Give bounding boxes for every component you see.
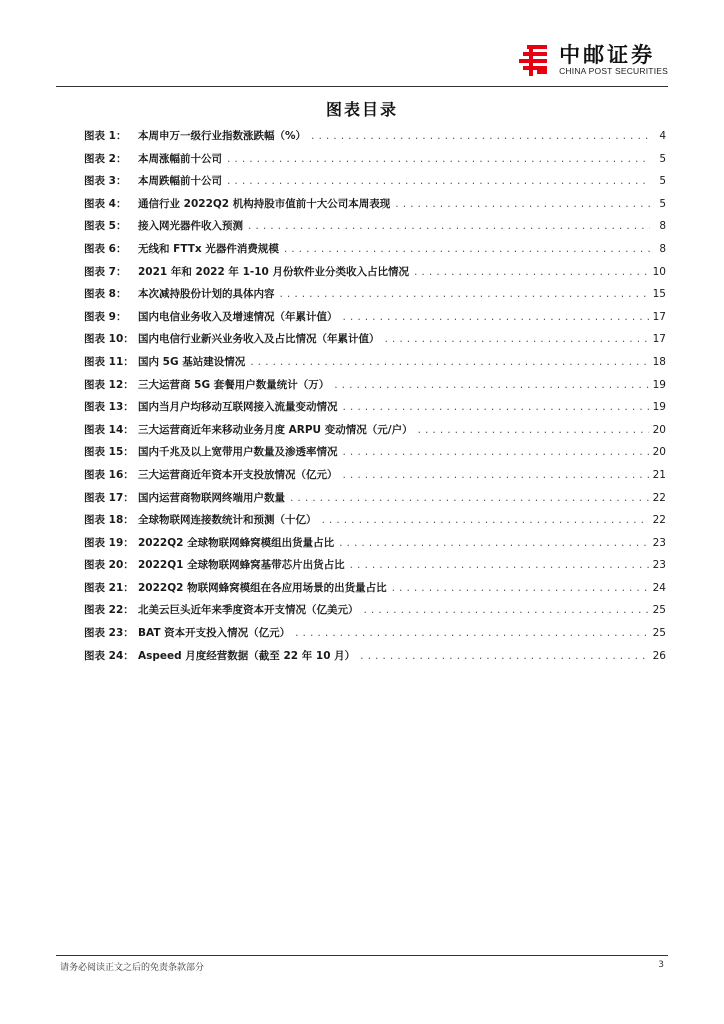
toc-dot-leader <box>289 494 649 504</box>
toc-entry-title: 本周涨幅前十公司 <box>138 152 222 165</box>
toc-entry-page: 15 <box>652 288 666 301</box>
toc-entry-title: 无线和 FTTx 光器件消费规模 <box>138 242 279 255</box>
toc-entry-page: 5 <box>659 197 666 210</box>
figure-table-of-contents <box>84 128 666 670</box>
toc-entry-label: 图表 22： <box>84 604 134 617</box>
toc-entry-title: 2022Q2 物联网蜂窝模组在各应用场景的出货量占比 <box>138 581 387 594</box>
toc-entry[interactable] <box>84 354 666 377</box>
toc-entry[interactable] <box>84 625 666 648</box>
brand-logo <box>517 42 668 78</box>
toc-entry-title: 三大运营商近年来移动业务月度 ARPU 变动情况（元/户） <box>138 423 413 436</box>
toc-dot-leader <box>384 335 649 345</box>
footer-disclaimer: 请务必阅读正文之后的免责条款部分 <box>60 963 205 973</box>
toc-entry-page: 10 <box>652 265 666 278</box>
toc-entry[interactable] <box>84 218 666 241</box>
toc-entry-label: 图表 8： <box>84 288 127 301</box>
toc-entry[interactable] <box>84 422 666 445</box>
toc-entry-label: 图表 10： <box>84 333 134 346</box>
toc-entry[interactable] <box>84 331 666 354</box>
toc-entry-page: 17 <box>652 333 666 346</box>
toc-entry-label: 图表 14： <box>84 423 134 436</box>
toc-entry-label: 图表 5： <box>84 220 127 233</box>
toc-entry-page: 17 <box>652 310 666 323</box>
toc-entry[interactable] <box>84 557 666 580</box>
toc-dot-leader <box>417 426 649 436</box>
toc-entry-title: 国内 5G 基站建设情况 <box>138 355 246 368</box>
toc-entry[interactable] <box>84 535 666 558</box>
toc-dot-leader <box>249 358 648 368</box>
toc-entry-page: 19 <box>652 378 666 391</box>
toc-dot-leader <box>363 606 649 616</box>
toc-entry-label: 图表 20： <box>84 559 134 572</box>
toc-dot-leader <box>391 584 649 594</box>
toc-entry-label: 图表 7： <box>84 265 127 278</box>
footer-page-number: 3 <box>658 960 664 970</box>
toc-entry-title: 全球物联网连接数统计和预测（十亿） <box>138 514 317 527</box>
toc-entry[interactable] <box>84 173 666 196</box>
toc-entry-page: 25 <box>652 604 666 617</box>
header-divider <box>56 86 668 87</box>
toc-entry-label: 图表 2： <box>84 152 127 165</box>
toc-entry-page: 5 <box>659 175 666 188</box>
toc-entry-title: 国内电信行业新兴业务收入及占比情况（年累计值） <box>138 333 380 346</box>
toc-dot-leader <box>279 290 649 300</box>
toc-entry-title: 三大运营商 5G 套餐用户数量统计（万） <box>138 378 330 391</box>
toc-entry-label: 图表 23： <box>84 627 134 640</box>
toc-entry-page: 20 <box>652 446 666 459</box>
toc-entry-title: 国内电信业务收入及增速情况（年累计值） <box>138 310 338 323</box>
toc-entry[interactable] <box>84 580 666 603</box>
toc-entry-label: 图表 9： <box>84 310 127 323</box>
toc-entry-page: 8 <box>659 242 666 255</box>
toc-entry-page: 4 <box>659 130 666 142</box>
toc-entry[interactable] <box>84 241 666 264</box>
toc-entry-page: 22 <box>652 514 666 527</box>
toc-entry-page: 23 <box>652 536 666 549</box>
toc-entry-page: 20 <box>652 423 666 436</box>
toc-entry-title: 2022Q2 全球物联网蜂窝模组出货量占比 <box>138 536 335 549</box>
toc-entry-title: 2022Q1 全球物联网蜂窝基带芯片出货占比 <box>138 559 345 572</box>
toc-dot-leader <box>321 516 649 526</box>
toc-dot-leader <box>349 561 649 571</box>
toc-entry-label: 图表 13： <box>84 401 134 414</box>
toc-dot-leader <box>333 381 648 391</box>
toc-entry[interactable] <box>84 196 666 219</box>
toc-entry-label: 图表 19： <box>84 536 134 549</box>
toc-entry[interactable] <box>84 128 666 151</box>
toc-entry[interactable] <box>84 490 666 513</box>
toc-entry-label: 图表 12： <box>84 378 134 391</box>
toc-dot-leader <box>342 471 649 481</box>
toc-entry[interactable] <box>84 467 666 490</box>
toc-dot-leader <box>226 177 650 187</box>
toc-dot-leader <box>338 539 649 549</box>
toc-dot-leader <box>394 200 650 210</box>
toc-entry-page: 8 <box>659 220 666 233</box>
brand-name-cn: 中邮证券 <box>559 42 656 67</box>
toc-entry[interactable] <box>84 377 666 400</box>
toc-entry-page: 5 <box>659 152 666 165</box>
toc-entry-title: 2021 年和 2022 年 1-10 月份软件业分类收入占比情况 <box>138 265 409 278</box>
toc-entry-label: 图表 18： <box>84 514 134 527</box>
toc-dot-leader <box>359 652 648 662</box>
toc-dot-leader <box>413 268 649 278</box>
toc-entry-page: 23 <box>652 559 666 572</box>
toc-dot-leader <box>283 245 650 255</box>
toc-dot-leader <box>226 155 650 165</box>
toc-entry-page: 21 <box>652 468 666 481</box>
toc-entry-label: 图表 24： <box>84 649 134 662</box>
toc-entry-label: 图表 1： <box>84 130 127 142</box>
toc-dot-leader <box>294 629 648 639</box>
toc-dot-leader <box>247 222 650 232</box>
toc-entry-title: 本次减持股份计划的具体内容 <box>138 288 275 301</box>
toc-entry-label: 图表 3： <box>84 175 127 188</box>
toc-entry-page: 18 <box>652 355 666 368</box>
toc-title: 图表目录 <box>325 100 398 119</box>
toc-entry-title: 本周申万一级行业指数涨跌幅（%） <box>138 130 307 142</box>
toc-entry-title: 接入网光器件收入预测 <box>138 220 243 233</box>
toc-entry-title: Aspeed 月度经营数据（截至 22 年 10 月） <box>138 649 356 662</box>
toc-entry[interactable] <box>84 151 666 174</box>
toc-entry-title: BAT 资本开支投入情况（亿元） <box>138 627 291 640</box>
brand-text <box>559 44 668 77</box>
toc-entry-title: 国内运营商物联网终端用户数量 <box>138 491 285 504</box>
toc-dot-leader <box>342 448 649 458</box>
toc-dot-leader <box>342 403 649 413</box>
toc-entry-label: 图表 6： <box>84 242 127 255</box>
toc-entry-title: 通信行业 2022Q2 机构持股市值前十大公司本周表现 <box>138 197 391 210</box>
toc-entry[interactable] <box>84 648 666 671</box>
toc-entry-label: 图表 15： <box>84 446 134 459</box>
toc-dot-leader <box>310 132 650 142</box>
toc-entry[interactable] <box>84 286 666 309</box>
toc-entry-title: 国内千兆及以上宽带用户数量及渗透率情况 <box>138 446 338 459</box>
toc-entry[interactable] <box>84 512 666 535</box>
toc-entry-page: 22 <box>652 491 666 504</box>
toc-entry-label: 图表 4： <box>84 197 127 210</box>
toc-entry-title: 北美云巨头近年来季度资本开支情况（亿美元） <box>138 604 359 617</box>
toc-entry-page: 24 <box>652 581 666 594</box>
toc-entry[interactable] <box>84 309 666 332</box>
toc-entry[interactable] <box>84 602 666 625</box>
toc-dot-leader <box>342 313 649 323</box>
toc-entry-label: 图表 16： <box>84 468 134 481</box>
toc-entry-page: 26 <box>652 649 666 662</box>
toc-entry-label: 图表 17： <box>84 491 134 504</box>
toc-entry-title: 国内当月户均移动互联网接入流量变动情况 <box>138 401 338 414</box>
toc-entry-page: 19 <box>652 401 666 414</box>
footer-divider <box>56 955 668 956</box>
page-header <box>0 0 724 90</box>
brand-name-en: CHINA POST SECURITIES <box>559 65 668 76</box>
toc-entry-label: 图表 11： <box>84 355 134 368</box>
toc-entry-page: 25 <box>652 627 666 640</box>
toc-entry-title: 本周跌幅前十公司 <box>138 175 222 188</box>
toc-entry-label: 图表 21： <box>84 581 134 594</box>
china-post-logo-icon <box>517 42 553 78</box>
toc-entry[interactable] <box>84 264 666 287</box>
toc-entry-title: 三大运营商近年资本开支投放情况（亿元） <box>138 468 338 481</box>
toc-entry[interactable] <box>84 399 666 422</box>
toc-entry[interactable] <box>84 444 666 467</box>
